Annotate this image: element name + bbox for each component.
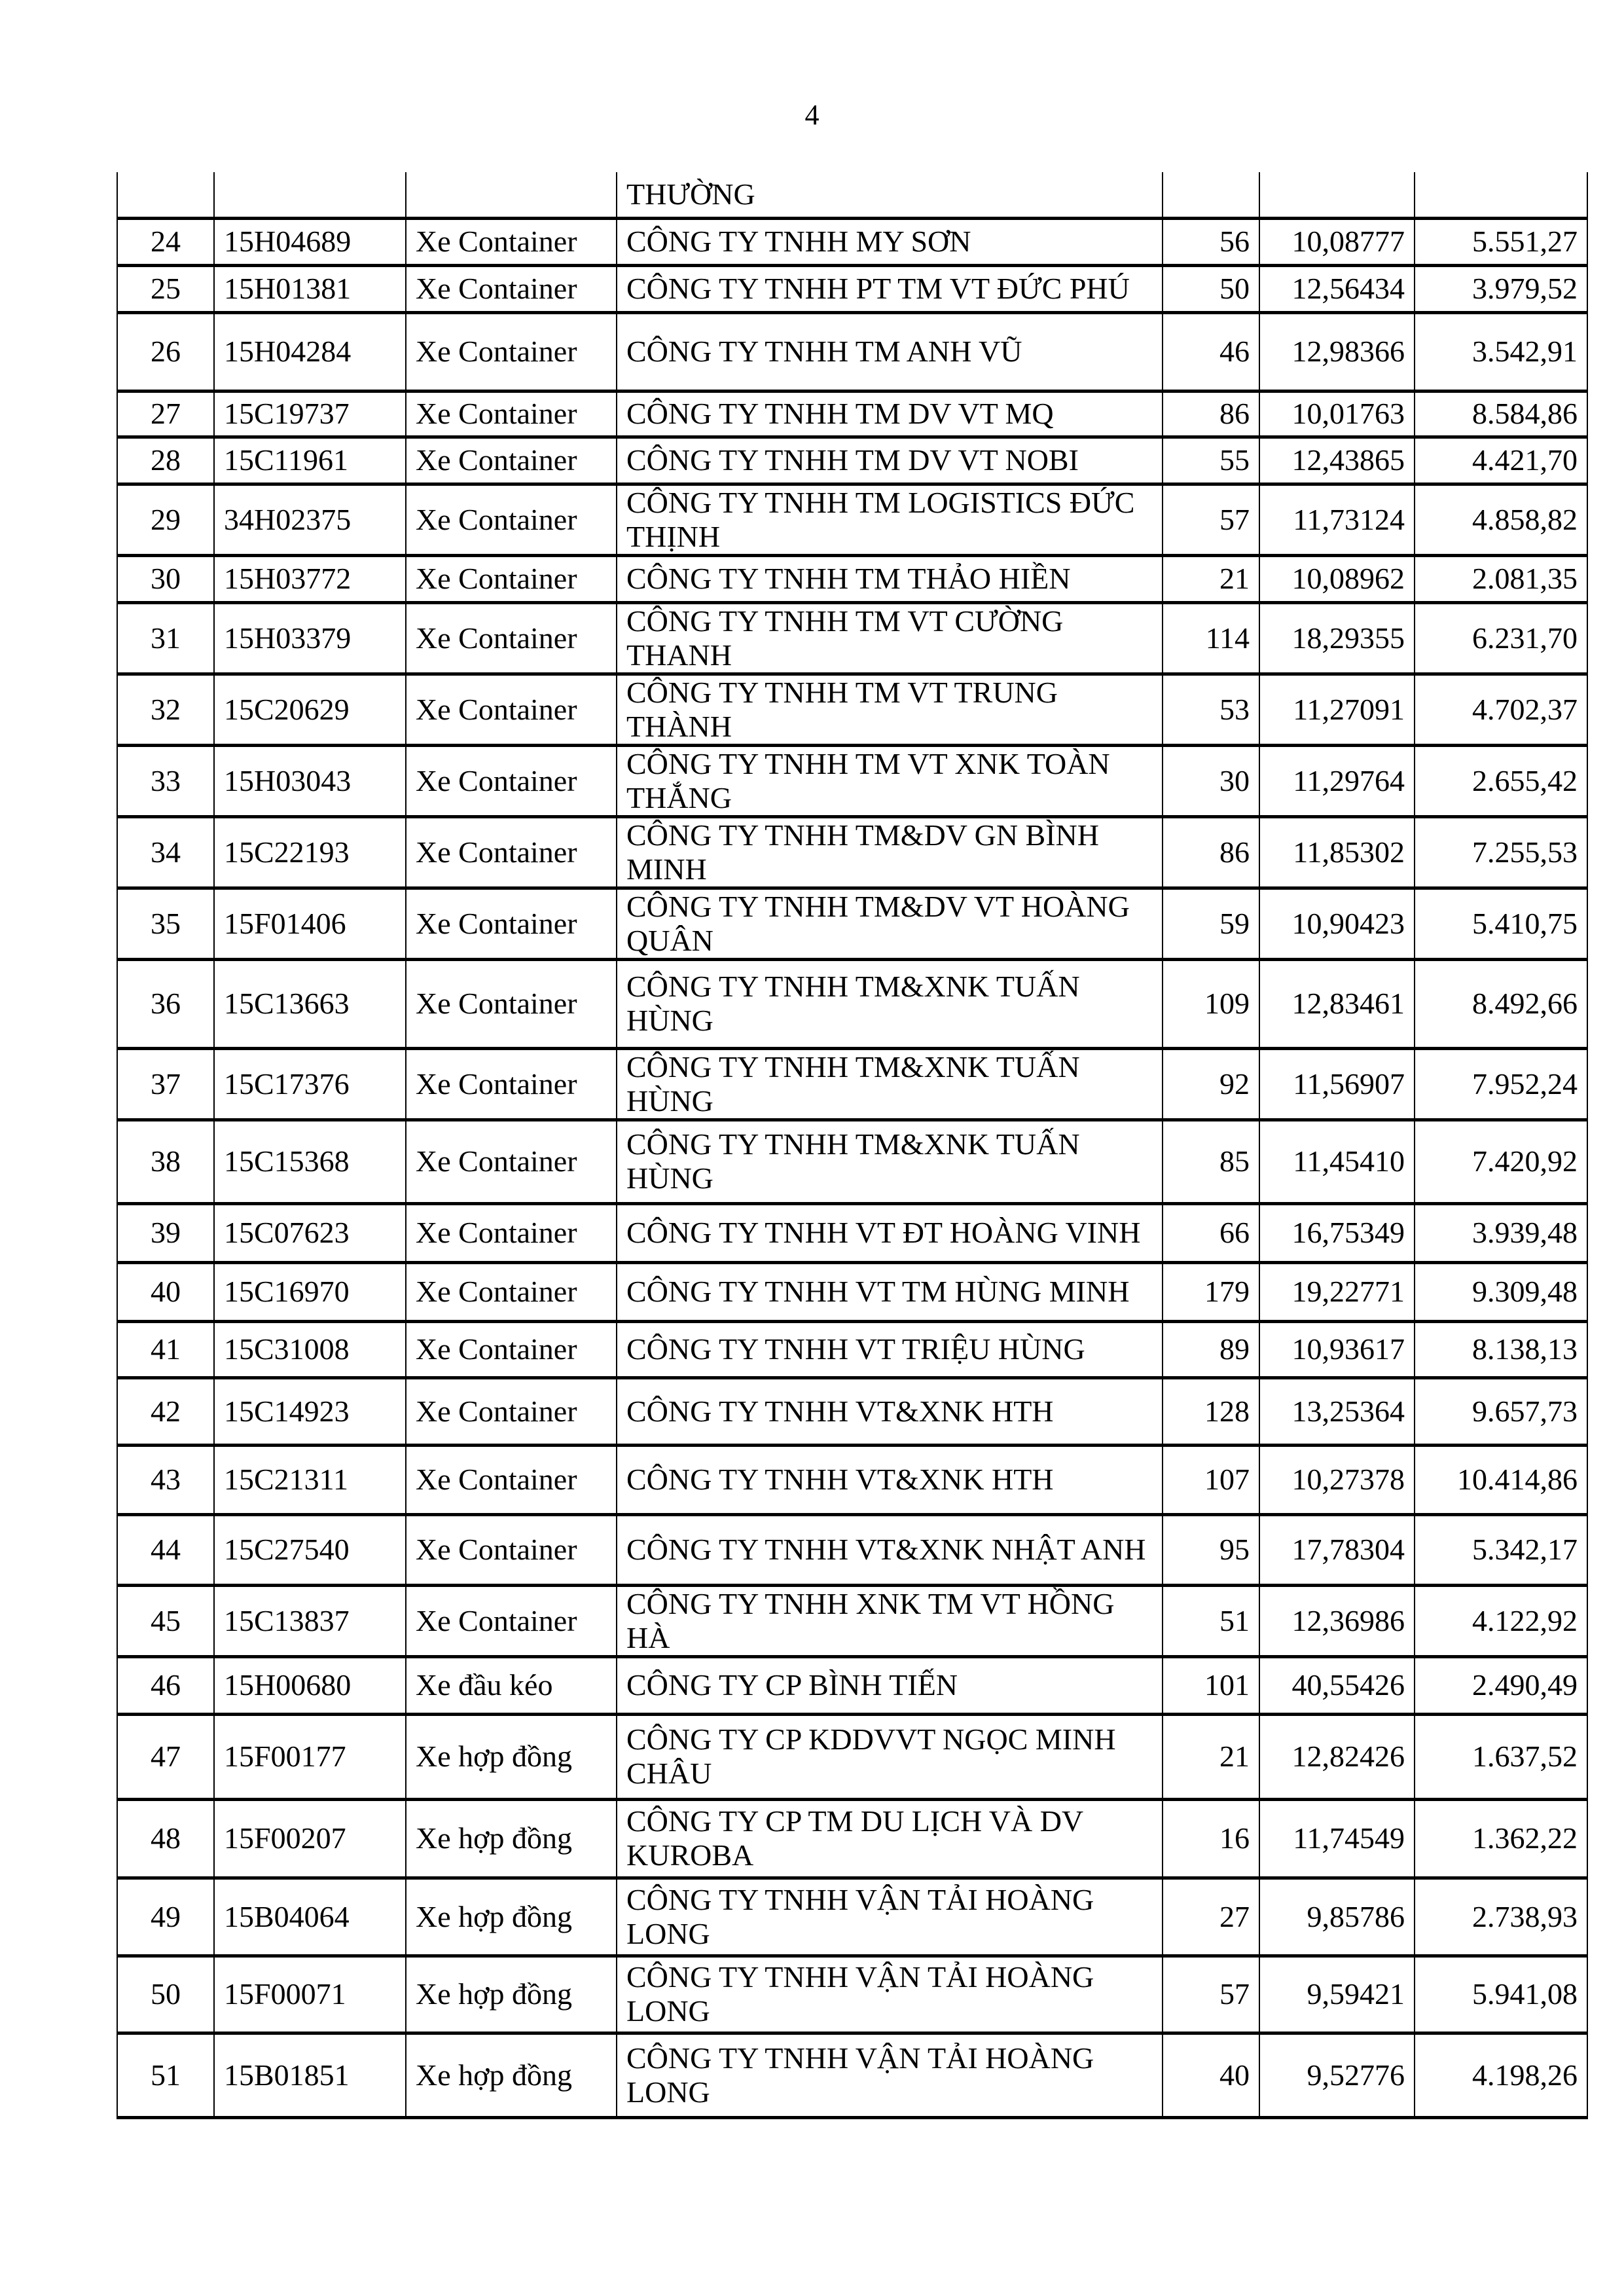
cell-stt: 35 [117, 888, 214, 959]
cell-type: Xe Container [406, 888, 617, 959]
cell-count: 50 [1163, 265, 1259, 312]
cell-plate: 34H02375 [214, 484, 406, 555]
table-row [117, 555, 1587, 602]
cell-owner: CÔNG TY TNHH VT TRIỆU HÙNG [617, 1321, 1163, 1377]
cell-type: Xe Container [406, 959, 617, 1048]
cell-amount: 4.858,82 [1415, 484, 1587, 555]
cell-amount: 5.342,17 [1415, 1514, 1587, 1585]
table-row [117, 602, 1587, 674]
cell-ratio: 11,45410 [1259, 1120, 1415, 1203]
cell-count: 86 [1163, 816, 1259, 888]
table-row [117, 1321, 1587, 1377]
cell-ratio: 10,08962 [1259, 555, 1415, 602]
cell-owner: CÔNG TY TNHH TM VT CƯỜNG THANH [617, 602, 1163, 674]
table-row [117, 1585, 1587, 1656]
cell-stt: 49 [117, 1878, 214, 1956]
cell-plate: 15H04689 [214, 218, 406, 265]
cell-amount: 2.738,93 [1415, 1878, 1587, 1956]
cell-amount: 5.551,27 [1415, 218, 1587, 265]
cell-ratio: 12,98366 [1259, 312, 1415, 391]
cell-owner: CÔNG TY TNHH TM&DV VT HOÀNG QUÂN [617, 888, 1163, 959]
cell-ratio: 12,43865 [1259, 437, 1415, 484]
cell-amount: 5.410,75 [1415, 888, 1587, 959]
table-row [117, 1377, 1587, 1445]
cell-count: 179 [1163, 1262, 1259, 1321]
table-row [117, 218, 1587, 265]
cell-stt: 34 [117, 816, 214, 888]
cell-amount: 6.231,70 [1415, 602, 1587, 674]
cell-stt: 31 [117, 602, 214, 674]
cell-type: Xe Container [406, 437, 617, 484]
cell-ratio: 11,85302 [1259, 816, 1415, 888]
cell-type: Xe Container [406, 816, 617, 888]
cell-plate: 15B01851 [214, 2033, 406, 2117]
cell-owner: CÔNG TY TNHH TM ANH VŨ [617, 312, 1163, 391]
cell-type: Xe Container [406, 1514, 617, 1585]
table-row [117, 1445, 1587, 1514]
cell-count: 86 [1163, 391, 1259, 437]
cell-type: Xe Container [406, 1120, 617, 1203]
table-row [117, 1514, 1587, 1585]
cell-amount: 1.362,22 [1415, 1799, 1587, 1878]
cell-type: Xe Container [406, 312, 617, 391]
table-row [117, 484, 1587, 555]
cell-type: Xe hợp đồng [406, 2033, 617, 2117]
cell-owner: CÔNG TY TNHH VT ĐT HOÀNG VINH [617, 1203, 1163, 1262]
cell-ratio: 17,78304 [1259, 1514, 1415, 1585]
table-row [117, 312, 1587, 391]
cell-amount: 8.138,13 [1415, 1321, 1587, 1377]
cell-ratio: 19,22771 [1259, 1262, 1415, 1321]
table-row [117, 1714, 1587, 1799]
cell-plate: 15C14923 [214, 1377, 406, 1445]
cell-amount: 3.939,48 [1415, 1203, 1587, 1262]
cell-stt: 30 [117, 555, 214, 602]
cell-type: Xe Container [406, 1377, 617, 1445]
cell-count: 57 [1163, 484, 1259, 555]
cell-stt: 46 [117, 1656, 214, 1714]
table-row [117, 1120, 1587, 1203]
table-row [117, 674, 1587, 745]
cell-amount: 4.198,26 [1415, 2033, 1587, 2117]
cell-plate: 15H03379 [214, 602, 406, 674]
cell-owner: CÔNG TY TNHH VẬN TẢI HOÀNG LONG [617, 1878, 1163, 1956]
table-row [117, 1799, 1587, 1878]
cell-type: Xe Container [406, 555, 617, 602]
cell-stt: 28 [117, 437, 214, 484]
cell-plate: 15F01406 [214, 888, 406, 959]
cell-amount [1415, 172, 1587, 218]
cell-amount: 5.941,08 [1415, 1956, 1587, 2033]
cell-amount: 3.979,52 [1415, 265, 1587, 312]
cell-owner: CÔNG TY TNHH TM DV VT NOBI [617, 437, 1163, 484]
cell-plate: 15H00680 [214, 1656, 406, 1714]
cell-plate: 15F00071 [214, 1956, 406, 2033]
table-row [117, 745, 1587, 816]
cell-stt [117, 172, 214, 218]
table-row [117, 1262, 1587, 1321]
cell-type: Xe Container [406, 745, 617, 816]
cell-stt: 39 [117, 1203, 214, 1262]
cell-stt: 44 [117, 1514, 214, 1585]
cell-type: Xe Container [406, 1203, 617, 1262]
cell-count: 21 [1163, 1714, 1259, 1799]
cell-owner: CÔNG TY TNHH VT TM HÙNG MINH [617, 1262, 1163, 1321]
cell-owner: CÔNG TY TNHH VẬN TẢI HOÀNG LONG [617, 1956, 1163, 2033]
cell-owner: THƯỜNG [617, 172, 1163, 218]
cell-count: 109 [1163, 959, 1259, 1048]
cell-plate: 15C13837 [214, 1585, 406, 1656]
cell-count: 59 [1163, 888, 1259, 959]
cell-count: 40 [1163, 2033, 1259, 2117]
table-row [117, 391, 1587, 437]
cell-stt: 43 [117, 1445, 214, 1514]
cell-plate: 15H03043 [214, 745, 406, 816]
cell-stt: 47 [117, 1714, 214, 1799]
cell-owner: CÔNG TY TNHH TM DV VT MQ [617, 391, 1163, 437]
cell-plate: 15H01381 [214, 265, 406, 312]
cell-ratio [1259, 172, 1415, 218]
cell-ratio: 9,52776 [1259, 2033, 1415, 2117]
cell-type: Xe hợp đồng [406, 1714, 617, 1799]
cell-owner: CÔNG TY TNHH TM THẢO HIỀN [617, 555, 1163, 602]
cell-ratio: 9,59421 [1259, 1956, 1415, 2033]
cell-amount: 2.081,35 [1415, 555, 1587, 602]
table-row [117, 959, 1587, 1048]
cell-amount: 10.414,86 [1415, 1445, 1587, 1514]
cell-count: 95 [1163, 1514, 1259, 1585]
cell-type: Xe Container [406, 1262, 617, 1321]
cell-plate: 15C17376 [214, 1048, 406, 1120]
table-row [117, 265, 1587, 312]
cell-plate: 15H03772 [214, 555, 406, 602]
cell-count: 16 [1163, 1799, 1259, 1878]
cell-plate: 15C19737 [214, 391, 406, 437]
cell-owner: CÔNG TY CP BÌNH TIẾN [617, 1656, 1163, 1714]
cell-plate: 15C16970 [214, 1262, 406, 1321]
cell-owner: CÔNG TY TNHH TM VT TRUNG THÀNH [617, 674, 1163, 745]
cell-plate: 15F00177 [214, 1714, 406, 1799]
cell-stt: 25 [117, 265, 214, 312]
cell-owner: CÔNG TY TNHH VT&XNK HTH [617, 1445, 1163, 1514]
cell-count: 56 [1163, 218, 1259, 265]
cell-type [406, 172, 617, 218]
cell-amount: 4.702,37 [1415, 674, 1587, 745]
cell-type: Xe Container [406, 602, 617, 674]
cell-owner: CÔNG TY TNHH VT&XNK NHẬT ANH [617, 1514, 1163, 1585]
cell-ratio: 11,73124 [1259, 484, 1415, 555]
cell-count: 89 [1163, 1321, 1259, 1377]
cell-stt: 51 [117, 2033, 214, 2117]
cell-owner: CÔNG TY TNHH TM&DV GN BÌNH MINH [617, 816, 1163, 888]
cell-type: Xe Container [406, 218, 617, 265]
cell-count: 85 [1163, 1120, 1259, 1203]
cell-ratio: 12,36986 [1259, 1585, 1415, 1656]
cell-count: 101 [1163, 1656, 1259, 1714]
cell-stt: 42 [117, 1377, 214, 1445]
cell-owner: CÔNG TY TNHH VT&XNK HTH [617, 1377, 1163, 1445]
vehicle-table [117, 172, 1588, 2119]
table-row [117, 437, 1587, 484]
cell-type: Xe hợp đồng [406, 1799, 617, 1878]
cell-type: Xe Container [406, 1445, 617, 1514]
cell-plate: 15C27540 [214, 1514, 406, 1585]
cell-type: Xe đầu kéo [406, 1656, 617, 1714]
cell-stt: 45 [117, 1585, 214, 1656]
cell-ratio: 10,08777 [1259, 218, 1415, 265]
cell-plate: 15C20629 [214, 674, 406, 745]
cell-stt: 50 [117, 1956, 214, 2033]
table-row [117, 1656, 1587, 1714]
cell-plate: 15C11961 [214, 437, 406, 484]
table-row [117, 888, 1587, 959]
table-row [117, 1048, 1587, 1120]
cell-owner: CÔNG TY TNHH TM VT XNK TOÀN THẮNG [617, 745, 1163, 816]
cell-count: 51 [1163, 1585, 1259, 1656]
cell-ratio: 40,55426 [1259, 1656, 1415, 1714]
cell-stt: 32 [117, 674, 214, 745]
cell-type: Xe Container [406, 391, 617, 437]
cell-amount: 2.655,42 [1415, 745, 1587, 816]
cell-amount: 8.492,66 [1415, 959, 1587, 1048]
cell-stt: 26 [117, 312, 214, 391]
cell-type: Xe Container [406, 1048, 617, 1120]
cell-amount: 4.122,92 [1415, 1585, 1587, 1656]
cell-ratio: 18,29355 [1259, 602, 1415, 674]
cell-ratio: 10,01763 [1259, 391, 1415, 437]
cell-stt: 37 [117, 1048, 214, 1120]
table-row [117, 1878, 1587, 1956]
cell-owner: CÔNG TY TNHH TM&XNK TUẤN HÙNG [617, 1120, 1163, 1203]
cell-amount: 7.255,53 [1415, 816, 1587, 888]
cell-count: 107 [1163, 1445, 1259, 1514]
cell-count: 55 [1163, 437, 1259, 484]
cell-count: 92 [1163, 1048, 1259, 1120]
cell-owner: CÔNG TY TNHH TM LOGISTICS ĐỨC THỊNH [617, 484, 1163, 555]
cell-count: 46 [1163, 312, 1259, 391]
cell-amount: 2.490,49 [1415, 1656, 1587, 1714]
cell-ratio: 11,27091 [1259, 674, 1415, 745]
cell-ratio: 11,74549 [1259, 1799, 1415, 1878]
cell-ratio: 10,93617 [1259, 1321, 1415, 1377]
cell-owner: CÔNG TY CP TM DU LỊCH VÀ DV KUROBA [617, 1799, 1163, 1878]
cell-owner: CÔNG TY CP KDDVVT NGỌC MINH CHÂU [617, 1714, 1163, 1799]
table-row [117, 1956, 1587, 2033]
cell-stt: 24 [117, 218, 214, 265]
cell-ratio: 10,90423 [1259, 888, 1415, 959]
cell-stt: 38 [117, 1120, 214, 1203]
cell-owner: CÔNG TY TNHH XNK TM VT HỒNG HÀ [617, 1585, 1163, 1656]
cell-amount: 4.421,70 [1415, 437, 1587, 484]
cell-stt: 29 [117, 484, 214, 555]
cell-plate: 15F00207 [214, 1799, 406, 1878]
cell-type: Xe Container [406, 484, 617, 555]
cell-stt: 41 [117, 1321, 214, 1377]
cell-stt: 48 [117, 1799, 214, 1878]
cell-count: 57 [1163, 1956, 1259, 2033]
cell-amount: 7.420,92 [1415, 1120, 1587, 1203]
cell-plate: 15C31008 [214, 1321, 406, 1377]
cell-count: 21 [1163, 555, 1259, 602]
table-row-continuation [117, 172, 1587, 218]
cell-ratio: 11,56907 [1259, 1048, 1415, 1120]
cell-ratio: 13,25364 [1259, 1377, 1415, 1445]
cell-amount: 9.657,73 [1415, 1377, 1587, 1445]
cell-plate [214, 172, 406, 218]
cell-plate: 15B04064 [214, 1878, 406, 1956]
cell-type: Xe hợp đồng [406, 1878, 617, 1956]
cell-count: 128 [1163, 1377, 1259, 1445]
cell-count: 27 [1163, 1878, 1259, 1956]
cell-plate: 15C15368 [214, 1120, 406, 1203]
cell-ratio: 12,82426 [1259, 1714, 1415, 1799]
cell-amount: 7.952,24 [1415, 1048, 1587, 1120]
cell-ratio: 12,83461 [1259, 959, 1415, 1048]
cell-amount: 3.542,91 [1415, 312, 1587, 391]
table-row [117, 1203, 1587, 1262]
cell-owner: CÔNG TY TNHH MY SƠN [617, 218, 1163, 265]
cell-owner: CÔNG TY TNHH TM&XNK TUẤN HÙNG [617, 959, 1163, 1048]
cell-plate: 15C07623 [214, 1203, 406, 1262]
cell-ratio: 12,56434 [1259, 265, 1415, 312]
cell-plate: 15H04284 [214, 312, 406, 391]
cell-count: 30 [1163, 745, 1259, 816]
cell-stt: 27 [117, 391, 214, 437]
cell-stt: 36 [117, 959, 214, 1048]
cell-ratio: 10,27378 [1259, 1445, 1415, 1514]
cell-ratio: 16,75349 [1259, 1203, 1415, 1262]
page-number: 4 [804, 99, 820, 131]
table-row [117, 2033, 1587, 2117]
cell-count [1163, 172, 1259, 218]
cell-count: 53 [1163, 674, 1259, 745]
cell-plate: 15C13663 [214, 959, 406, 1048]
cell-type: Xe Container [406, 1321, 617, 1377]
cell-ratio: 11,29764 [1259, 745, 1415, 816]
cell-owner: CÔNG TY TNHH VẬN TẢI HOÀNG LONG [617, 2033, 1163, 2117]
cell-amount: 9.309,48 [1415, 1262, 1587, 1321]
cell-type: Xe hợp đồng [406, 1956, 617, 2033]
cell-owner: CÔNG TY TNHH TM&XNK TUẤN HÙNG [617, 1048, 1163, 1120]
cell-type: Xe Container [406, 1585, 617, 1656]
cell-type: Xe Container [406, 674, 617, 745]
cell-count: 114 [1163, 602, 1259, 674]
cell-amount: 8.584,86 [1415, 391, 1587, 437]
cell-plate: 15C22193 [214, 816, 406, 888]
cell-plate: 15C21311 [214, 1445, 406, 1514]
cell-owner: CÔNG TY TNHH PT TM VT ĐỨC PHÚ [617, 265, 1163, 312]
cell-stt: 33 [117, 745, 214, 816]
cell-count: 66 [1163, 1203, 1259, 1262]
table-row [117, 816, 1587, 888]
cell-type: Xe Container [406, 265, 617, 312]
cell-ratio: 9,85786 [1259, 1878, 1415, 1956]
cell-stt: 40 [117, 1262, 214, 1321]
cell-amount: 1.637,52 [1415, 1714, 1587, 1799]
